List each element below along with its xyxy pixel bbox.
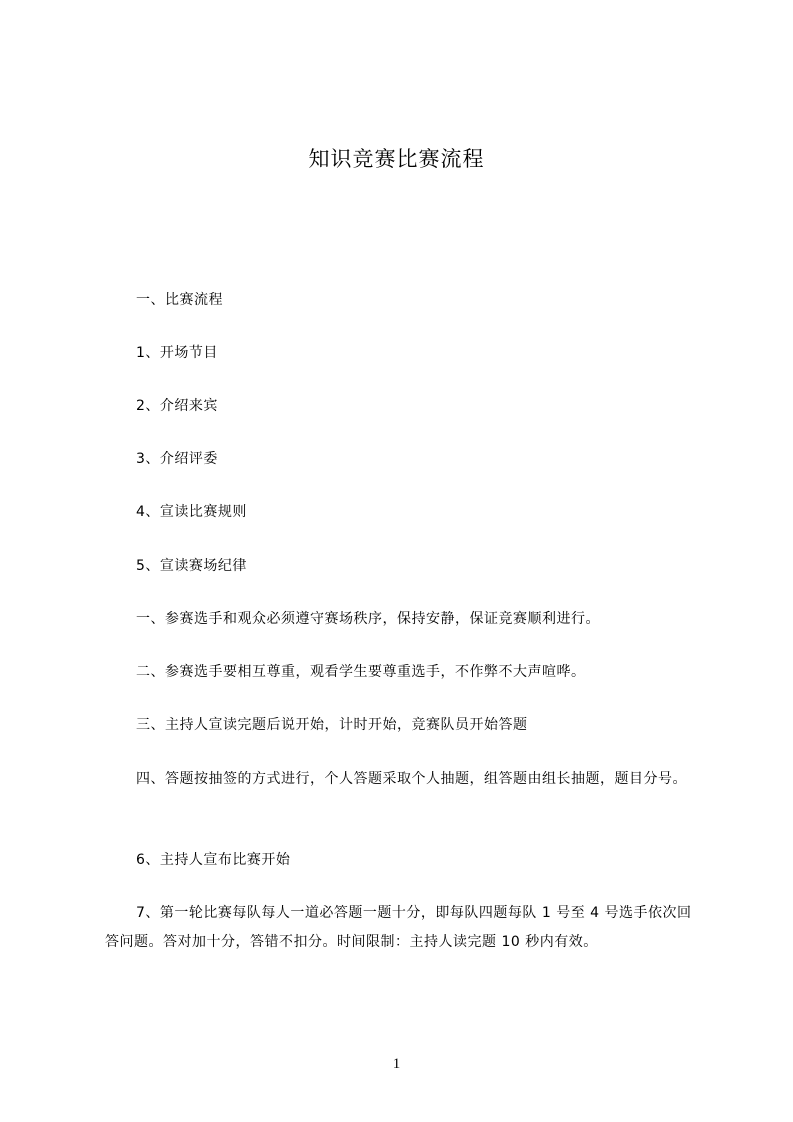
list-item: 2、介绍来宾	[136, 398, 218, 414]
rule-paragraph: 三、主持人宣读完题后说开始，计时开始，竞赛队员开始答题	[136, 717, 528, 733]
rule-paragraph: 四、答题按抽签的方式进行，个人答题采取个人抽题，组答题由组长抽题，题目分号。	[136, 771, 687, 787]
rule-paragraph: 一、参赛选手和观众必须遵守赛场秩序，保持安静，保证竞赛顺利进行。	[136, 611, 600, 627]
page-number: 1	[392, 1056, 401, 1072]
list-item: 6、主持人宣布比赛开始	[136, 852, 291, 868]
list-item: 4、宣读比赛规则	[136, 504, 247, 520]
round-description: 7、第一轮比赛每队每人一道必答题一题十分，即每队四题每队 1 号至 4 号选手依次回答问题。答对加十分，答错不扣分。时间限制：主持人读完题 10 秒内有效。	[105, 905, 692, 950]
rule-paragraph: 二、参赛选手要相互尊重，观看学生要尊重选手，不作弊不大声喧哗。	[136, 664, 586, 680]
document-title: 知识竞赛比赛流程	[308, 147, 485, 171]
list-item: 5、宣读赛场纪律	[136, 558, 247, 574]
list-item: 1、开场节目	[136, 345, 218, 361]
section-heading: 一、比赛流程	[136, 292, 223, 308]
list-item: 3、介绍评委	[136, 451, 218, 467]
